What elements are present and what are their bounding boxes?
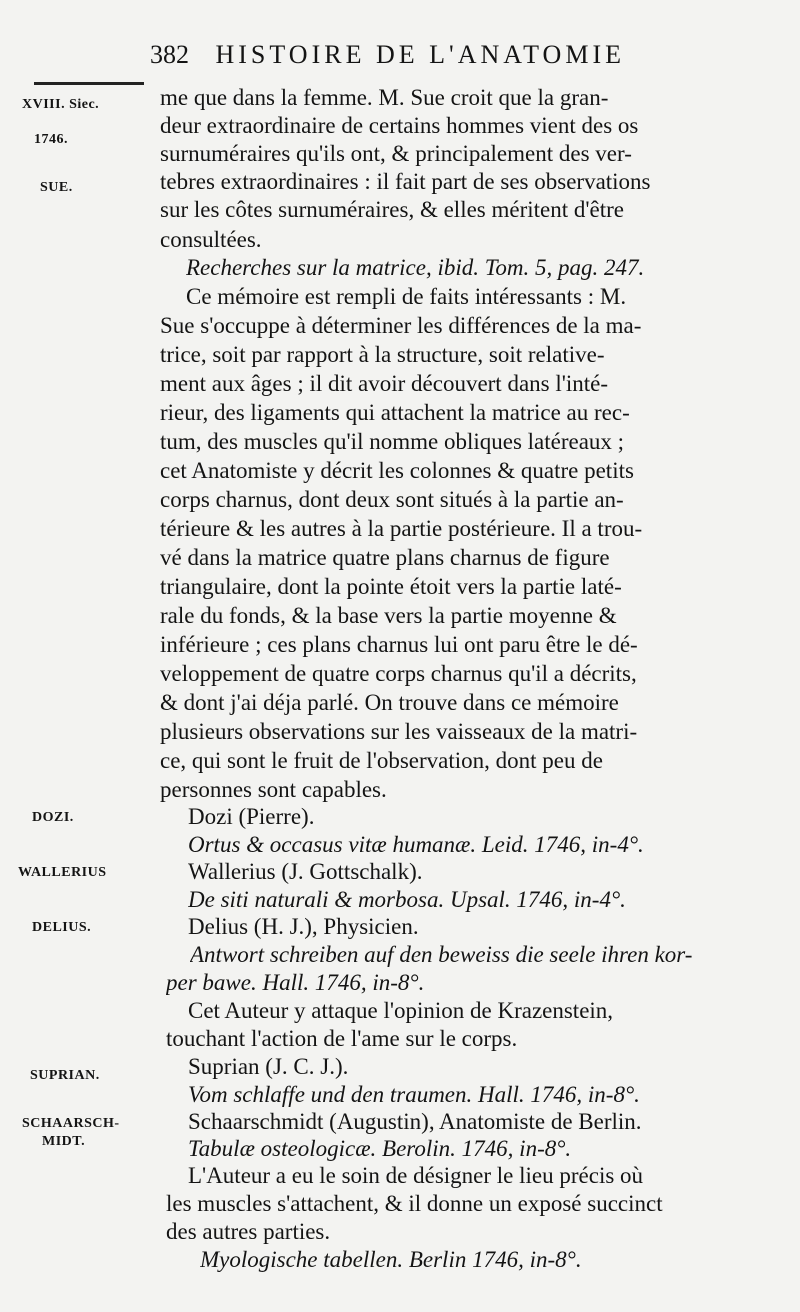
text-line: térieure & les autres à la partie postérieure. Il a trou- [160,516,643,541]
text-line: cet Anatomiste y décrit les colonnes & quatre petits [160,458,634,483]
text-line: Cet Auteur y attaque l'opinion de Krazenstein, [188,998,614,1023]
text-line: rale du fonds, & la base vers la partie moyenne & [160,603,617,628]
text-line: surnuméraires qu'ils ont, & principalement des ver- [160,141,632,166]
running-title: HISTOIRE DE L'ANATOMIE [215,40,625,69]
entry-author: Delius (H. J.), Physicien. [188,914,419,939]
entry-author: Suprian (J. C. J.). [188,1054,349,1079]
margin-suprian: SUPRIAN. [30,1068,100,1083]
margin-dozi: DOZI. [32,810,74,825]
text-line: trice, soit par rapport à la structure, soit relative- [160,342,605,367]
text-line: sur les côtes surnuméraires, & elles méritent d'être [160,197,624,222]
text-line: me que dans la femme. M. Sue croit que la gran- [160,85,609,110]
margin-schaarschmidt-2: MIDT. [42,1134,86,1149]
text-line: ce, qui sont le fruit de l'observation, dont peu de [160,748,603,773]
header-rule [34,82,144,85]
text-line-title: Recherches sur la matrice, ibid. Tom. 5, pag. 247. [186,255,645,280]
text-line: ment aux âges ; il dit avoir découvert dans l'inté- [160,371,609,396]
entry-title: Vom schlaffe und den traumen. Hall. 1746, in-8°. [188,1082,640,1107]
text-line: vé dans la matrice quatre plans charnus de figure [160,545,610,570]
margin-delius: DELIUS. [32,920,92,935]
text-line: triangulaire, dont la pointe étoit vers la partie laté- [160,574,622,599]
entry-title: Ortus & occasus vitæ humanæ. Leid. 1746, in-4°. [188,832,644,857]
margin-schaarschmidt-1: SCHAARSCH- [22,1116,120,1131]
text-line: inférieure ; ces plans charnus lui ont paru être le dé- [160,632,638,657]
text-line: plusieurs observations sur les vaisseaux de la matri- [160,719,638,744]
entry-author: Wallerius (J. Gottschalk). [188,859,423,884]
text-line: des autres parties. [166,1219,331,1244]
text-line: les muscles s'attachent, & il donne un exposé succinct [166,1191,663,1216]
text-line: touchant l'action de l'ame sur le corps. [166,1026,518,1051]
text-line: consultées. [160,227,262,252]
text-line: L'Auteur a eu le soin de désigner le lieu précis où [188,1163,644,1188]
entry-title: Myologische tabellen. Berlin 1746, in-8°. [200,1247,582,1272]
entry-title: Antwort schreiben auf den beweiss die seele ihren kor- [190,942,693,967]
text-line: rieur, des ligaments qui attachent la matrice au rec- [160,400,630,425]
margin-sue: SUE. [40,180,73,195]
text-line: tebres extraordinaires : il fait part de ses observations [160,169,651,194]
text-line: Ce mémoire est rempli de faits intéressants : M. [186,284,627,309]
margin-year: 1746. [34,132,68,147]
margin-wallerius: WALLERIUS [18,865,107,880]
entry-author: Schaarschmidt (Augustin), Anatomiste de Berlin. [188,1109,642,1134]
text-line: corps charnus, dont deux sont situés à la partie an- [160,487,624,512]
text-line: veloppement de quatre corps charnus qu'il a décrits, [160,661,637,686]
text-line: deur extraordinaire de certains hommes vient des os [160,113,639,138]
entry-title-cont: per bawe. Hall. 1746, in-8°. [166,970,425,995]
entry-author: Dozi (Pierre). [188,804,315,829]
entry-title: De siti naturali & morbosa. Upsal. 1746, in-4°. [188,887,626,912]
page-number: 382 [150,40,189,69]
entry-title: Tabulæ osteologicæ. Berolin. 1746, in-8°. [188,1136,572,1161]
text-line: personnes sont capables. [160,777,387,802]
margin-century: XVIII. Siec. [22,97,100,112]
text-line: Sue s'occuppe à déterminer les différences de la ma- [160,313,642,338]
running-header [150,40,790,70]
text-line: tum, des muscles qu'il nomme obliques latéreaux ; [160,429,625,454]
text-line: & dont j'ai déja parlé. On trouve dans ce mémoire [160,690,619,715]
